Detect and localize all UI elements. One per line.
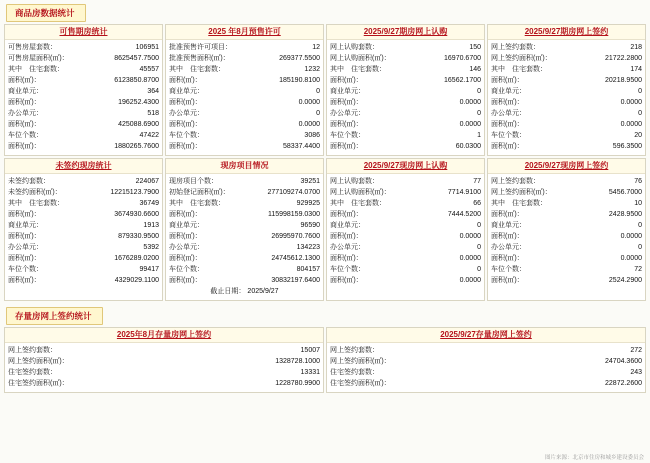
stat-card	[4, 24, 163, 156]
stat-label: 网上认购面积(㎡)：	[330, 189, 391, 196]
stat-row	[330, 119, 481, 130]
stat-value: 185190.8100	[279, 77, 320, 84]
stat-row	[330, 378, 642, 389]
stat-value: 30832197.6400	[271, 277, 320, 284]
stat-label: 未签约面积(㎡)：	[8, 189, 62, 196]
stat-value: 2428.9500	[608, 211, 642, 218]
stat-card	[487, 24, 646, 156]
stat-label: 面积(㎡)：	[169, 233, 202, 240]
stat-card	[165, 158, 324, 301]
stat-value: 5392	[143, 244, 159, 251]
stat-value: 150	[469, 44, 481, 51]
stat-row	[491, 198, 642, 209]
stat-row	[330, 275, 481, 286]
stat-value: 0	[477, 88, 481, 95]
stat-label: 面积(㎡)：	[330, 211, 363, 218]
stat-row	[330, 356, 642, 367]
stat-value: 24745612.1300	[271, 255, 320, 262]
stat-row	[8, 97, 159, 108]
stat-row	[8, 130, 159, 141]
stat-card	[326, 24, 485, 156]
stat-value: 45557	[139, 66, 159, 73]
stat-row	[491, 119, 642, 130]
stat-card-grid	[0, 327, 650, 393]
stat-row	[169, 242, 320, 253]
stat-value: 1228780.9900	[275, 380, 320, 387]
stat-label: 现房项目个数：	[169, 178, 218, 185]
stat-row	[491, 209, 642, 220]
stat-label: 商业单元：	[8, 222, 43, 229]
stat-value: 16562.1700	[444, 77, 481, 84]
stat-value: 0.0000	[620, 255, 642, 262]
stat-value: 6123850.8700	[114, 77, 159, 84]
stat-row	[169, 108, 320, 119]
stat-value: 929925	[296, 200, 320, 207]
stat-label: 其中 住宅套数：	[8, 66, 64, 73]
stat-row	[330, 42, 481, 53]
stat-label: 办公单元：	[491, 110, 526, 117]
stat-row	[491, 242, 642, 253]
stat-row	[8, 108, 159, 119]
stat-card-title: 未签约现房统计	[5, 159, 162, 174]
stat-value: 277109274.0700	[267, 189, 320, 196]
stat-label: 网上签约面积(㎡)：	[330, 358, 391, 365]
stat-value: 36749	[139, 200, 159, 207]
stat-value: 13331	[300, 369, 320, 376]
stat-row	[8, 378, 320, 389]
stat-value: 0.0000	[620, 99, 642, 106]
stat-row	[330, 75, 481, 86]
stat-row	[169, 176, 320, 187]
stat-row	[169, 119, 320, 130]
stat-label: 面积(㎡)：	[491, 121, 524, 128]
stat-value: 0	[316, 88, 320, 95]
stat-label: 车位个数：	[169, 266, 204, 273]
stat-card-title: 2025年8月存量房网上签约	[5, 328, 323, 343]
stat-card-grid	[0, 24, 650, 301]
stat-value: 1328728.1000	[275, 358, 320, 365]
stat-row	[8, 275, 159, 286]
stat-value: 0	[477, 244, 481, 251]
stat-label: 车位个数：	[491, 266, 526, 273]
stat-label: 批准预售面积(㎡)：	[169, 55, 230, 62]
stat-label: 面积(㎡)：	[169, 143, 202, 150]
stat-row	[8, 141, 159, 152]
stat-value: 20	[634, 132, 642, 139]
stat-label: 面积(㎡)：	[169, 77, 202, 84]
stat-label: 办公单元：	[330, 110, 365, 117]
stat-card-title: 2025/9/27存量房网上签约	[327, 328, 645, 343]
stat-value: 99417	[139, 266, 159, 273]
stat-label: 可售房屋套数：	[8, 44, 57, 51]
stat-row	[169, 275, 320, 286]
stat-label: 面积(㎡)：	[169, 121, 202, 128]
stat-value: 0.0000	[459, 121, 481, 128]
stat-card-title: 2025/9/27期房网上认购	[327, 25, 484, 40]
stat-label: 商业单元：	[169, 88, 204, 95]
stat-row	[169, 253, 320, 264]
stat-label: 办公单元：	[491, 244, 526, 251]
stat-row	[330, 242, 481, 253]
stat-value: 0	[477, 222, 481, 229]
stat-value: 1	[477, 132, 481, 139]
stat-label: 截止日期：	[210, 288, 246, 295]
stat-row	[8, 345, 320, 356]
stat-value: 21722.2800	[605, 55, 642, 62]
stat-row	[169, 286, 320, 297]
stat-row	[169, 75, 320, 86]
stat-row	[8, 53, 159, 64]
stat-label: 面积(㎡)：	[491, 99, 524, 106]
stat-row	[330, 220, 481, 231]
stat-row	[169, 97, 320, 108]
stat-value: 60.0300	[455, 143, 481, 150]
stat-value: 596.3500	[612, 143, 642, 150]
stat-label: 商业单元：	[169, 222, 204, 229]
stat-value: 12215123.7900	[110, 189, 159, 196]
stat-row	[169, 264, 320, 275]
stat-label: 面积(㎡)：	[330, 143, 363, 150]
stat-card-title: 现房项目情况	[166, 159, 323, 174]
stat-label: 面积(㎡)：	[8, 255, 41, 262]
stat-row	[330, 264, 481, 275]
stat-row	[169, 86, 320, 97]
stat-value: 10	[634, 200, 642, 207]
stat-value: 4329029.1100	[114, 277, 159, 284]
section-spacer	[0, 393, 650, 395]
stat-value: 58337.4400	[283, 143, 320, 150]
stat-label: 其中 住宅套数：	[169, 200, 225, 207]
stat-label: 网上认购套数：	[330, 44, 379, 51]
stat-label: 面积(㎡)：	[330, 99, 363, 106]
stat-label: 办公单元：	[330, 244, 365, 251]
stat-row	[8, 264, 159, 275]
stat-row	[8, 86, 159, 97]
stat-card-title: 可售期房统计	[5, 25, 162, 40]
stat-value: 12	[312, 44, 320, 51]
stat-value: 0	[477, 266, 481, 273]
stat-value: 224067	[135, 178, 159, 185]
stat-value: 0.0000	[298, 99, 320, 106]
stat-label: 面积(㎡)：	[8, 77, 41, 84]
stat-value: 243	[630, 369, 642, 376]
stat-row	[330, 176, 481, 187]
stat-value: 39251	[300, 178, 320, 185]
stat-label: 办公单元：	[169, 244, 204, 251]
stat-label: 面积(㎡)：	[330, 233, 363, 240]
stat-label: 办公单元：	[8, 110, 43, 117]
stat-value: 96590	[300, 222, 320, 229]
stat-row	[8, 198, 159, 209]
stat-row	[491, 42, 642, 53]
stat-row	[330, 345, 642, 356]
stat-row	[491, 86, 642, 97]
stat-value: 7714.9100	[447, 189, 481, 196]
stat-row	[491, 231, 642, 242]
stat-label: 网上认购套数：	[330, 178, 379, 185]
stat-value: 0.0000	[459, 99, 481, 106]
stat-row	[330, 231, 481, 242]
stat-value: 0	[638, 222, 642, 229]
stat-card	[4, 327, 324, 393]
stat-value: 0.0000	[620, 233, 642, 240]
stat-value: 26995970.7600	[271, 233, 320, 240]
stat-label: 面积(㎡)：	[169, 277, 202, 284]
stat-value: 1676289.0200	[114, 255, 159, 262]
stat-label: 未签约套数：	[8, 178, 50, 185]
stat-label: 车位个数：	[330, 132, 365, 139]
stat-card	[326, 158, 485, 301]
stat-label: 住宅签约套数：	[330, 369, 379, 376]
stat-label: 车位个数：	[8, 266, 43, 273]
stat-label: 面积(㎡)：	[169, 99, 202, 106]
stat-row	[8, 75, 159, 86]
section-spacer	[0, 301, 650, 303]
stat-value: 0.0000	[620, 121, 642, 128]
stat-row	[330, 64, 481, 75]
stat-label: 面积(㎡)：	[8, 211, 41, 218]
stat-label: 面积(㎡)：	[491, 77, 524, 84]
stat-row	[491, 264, 642, 275]
stat-label: 网上签约面积(㎡)：	[491, 55, 552, 62]
stat-label: 面积(㎡)：	[330, 121, 363, 128]
stat-label: 初始登记面积(㎡)：	[169, 189, 230, 196]
stat-row	[491, 64, 642, 75]
stat-label: 面积(㎡)：	[491, 211, 524, 218]
stat-label: 车位个数：	[169, 132, 204, 139]
stat-value: 134223	[296, 244, 320, 251]
stat-value: 0.0000	[298, 121, 320, 128]
stat-value: 0	[477, 110, 481, 117]
stat-row	[169, 198, 320, 209]
stat-label: 面积(㎡)：	[330, 77, 363, 84]
stat-row	[8, 242, 159, 253]
stat-row	[169, 130, 320, 141]
stat-value: 425088.6900	[118, 121, 159, 128]
stat-label: 其中 住宅套数：	[330, 66, 386, 73]
stat-label: 车位个数：	[491, 132, 526, 139]
stat-row	[330, 130, 481, 141]
stat-row	[8, 119, 159, 130]
stat-row	[330, 253, 481, 264]
stat-label: 车位个数：	[8, 132, 43, 139]
stat-value: 66	[473, 200, 481, 207]
stat-value: 879330.9500	[118, 233, 159, 240]
stat-value: 5456.7000	[608, 189, 642, 196]
stat-value: 146	[469, 66, 481, 73]
stat-value: 106951	[135, 44, 159, 51]
section-title: 存量房网上签约统计	[6, 307, 103, 325]
stat-label: 面积(㎡)：	[8, 233, 41, 240]
stat-label: 住宅签约面积(㎡)：	[8, 380, 69, 387]
stat-row	[169, 220, 320, 231]
stat-value: 0	[638, 88, 642, 95]
stat-label: 可售房屋面积(㎡)：	[8, 55, 69, 62]
stat-label: 面积(㎡)：	[8, 277, 41, 284]
stat-row	[330, 108, 481, 119]
stat-row	[491, 176, 642, 187]
stat-label: 商业单元：	[330, 88, 365, 95]
stat-label: 办公单元：	[8, 244, 43, 251]
stat-row	[330, 141, 481, 152]
stat-label: 商业单元：	[491, 88, 526, 95]
stat-card-title: 2025/9/27现房网上认购	[327, 159, 484, 174]
stat-row	[8, 231, 159, 242]
stat-value: 20218.9500	[605, 77, 642, 84]
stat-label: 批准预售许可项目：	[169, 44, 232, 51]
stat-label: 网上签约套数：	[491, 178, 540, 185]
stat-label: 办公单元：	[169, 110, 204, 117]
stat-value: 24704.3600	[605, 358, 642, 365]
stat-label: 面积(㎡)：	[8, 121, 41, 128]
stat-value: 0.0000	[459, 233, 481, 240]
stat-row	[330, 198, 481, 209]
stat-row	[330, 86, 481, 97]
stat-row	[169, 64, 320, 75]
stat-value: 0	[316, 110, 320, 117]
stat-value: 196252.4300	[118, 99, 159, 106]
stat-value: 174	[630, 66, 642, 73]
stat-row	[169, 42, 320, 53]
stat-label: 网上签约面积(㎡)：	[491, 189, 552, 196]
stat-label: 面积(㎡)：	[330, 277, 363, 284]
stat-row	[8, 253, 159, 264]
stat-value: 15007	[300, 347, 320, 354]
stat-label: 其中 住宅套数：	[491, 200, 547, 207]
stat-card	[487, 158, 646, 301]
source-footer: 图片来源：北京市住房和城乡建设委员会	[544, 455, 644, 461]
stat-value: 22872.2600	[605, 380, 642, 387]
stat-label: 网上认购面积(㎡)：	[330, 55, 391, 62]
stat-row	[491, 141, 642, 152]
stat-label: 商业单元：	[330, 222, 365, 229]
stat-value: 0.0000	[459, 277, 481, 284]
stat-label: 其中 住宅套数：	[330, 200, 386, 207]
stat-value: 47422	[139, 132, 159, 139]
stat-label: 面积(㎡)：	[8, 99, 41, 106]
stat-row	[330, 97, 481, 108]
stat-row	[330, 187, 481, 198]
stat-row	[8, 64, 159, 75]
stat-card	[326, 327, 646, 393]
stat-value: 518	[147, 110, 159, 117]
stat-row	[169, 231, 320, 242]
stat-label: 面积(㎡)：	[8, 143, 41, 150]
stat-value: 16970.6700	[444, 55, 481, 62]
stat-label: 车位个数：	[330, 266, 365, 273]
stat-label: 面积(㎡)：	[491, 255, 524, 262]
stat-label: 其中 住宅套数：	[8, 200, 64, 207]
stat-row	[8, 187, 159, 198]
stat-row	[8, 356, 320, 367]
stat-label: 网上签约面积(㎡)：	[8, 358, 69, 365]
stat-value: 364	[147, 88, 159, 95]
stat-label: 商业单元：	[491, 222, 526, 229]
stat-value: 72	[634, 266, 642, 273]
stat-row	[8, 367, 320, 378]
stat-label: 面积(㎡)：	[330, 255, 363, 262]
stat-row	[491, 220, 642, 231]
stat-value: 2025/9/27	[247, 288, 279, 295]
stat-row	[491, 97, 642, 108]
stat-label: 网上签约套数：	[330, 347, 379, 354]
stat-row	[8, 209, 159, 220]
stat-label: 住宅签约套数：	[8, 369, 57, 376]
stat-value: 0	[638, 110, 642, 117]
stat-row	[491, 275, 642, 286]
stat-row	[491, 75, 642, 86]
stat-row	[330, 209, 481, 220]
stat-value: 76	[634, 178, 642, 185]
stat-value: 115998159.0300	[267, 211, 320, 218]
stat-row	[491, 53, 642, 64]
stat-value: 77	[473, 178, 481, 185]
stat-card-title: 2025 年8月预售许可	[166, 25, 323, 40]
stat-value: 2524.2900	[608, 277, 642, 284]
stat-row	[491, 253, 642, 264]
stat-value: 218	[630, 44, 642, 51]
stat-value: 1880265.7600	[114, 143, 159, 150]
stat-row	[491, 130, 642, 141]
stat-row	[169, 187, 320, 198]
stat-label: 面积(㎡)：	[491, 277, 524, 284]
stat-card-title: 2025/9/27现房网上签约	[488, 159, 645, 174]
stat-value: 7444.5200	[447, 211, 481, 218]
stat-label: 面积(㎡)：	[491, 233, 524, 240]
stat-label: 住宅签约面积(㎡)：	[330, 380, 391, 387]
stat-row	[169, 53, 320, 64]
stat-row	[491, 187, 642, 198]
stat-value: 272	[630, 347, 642, 354]
stat-row	[169, 209, 320, 220]
stat-label: 面积(㎡)：	[169, 255, 202, 262]
stat-label: 面积(㎡)：	[169, 211, 202, 218]
stat-row	[491, 108, 642, 119]
stat-value: 269377.5500	[279, 55, 320, 62]
stat-label: 其中 住宅套数：	[491, 66, 547, 73]
stat-row	[330, 367, 642, 378]
stat-value: 804157	[296, 266, 320, 273]
stat-value: 0	[638, 244, 642, 251]
stat-value: 3674930.6600	[114, 211, 159, 218]
stat-value: 3086	[304, 132, 320, 139]
stat-card-title: 2025/9/27期房网上签约	[488, 25, 645, 40]
stat-value: 1232	[304, 66, 320, 73]
stat-row	[8, 220, 159, 231]
section-title: 商品房数据统计	[6, 4, 86, 22]
stat-label: 网上签约套数：	[491, 44, 540, 51]
stat-card	[165, 24, 324, 156]
stat-value: 0.0000	[459, 255, 481, 262]
stat-row	[330, 53, 481, 64]
stat-row	[169, 141, 320, 152]
stat-label: 其中 住宅套数：	[169, 66, 225, 73]
stat-value: 8625457.7500	[114, 55, 159, 62]
stat-value: 1913	[143, 222, 159, 229]
stat-row	[8, 42, 159, 53]
stat-card	[4, 158, 163, 301]
stat-label: 网上签约套数：	[8, 347, 57, 354]
stat-row	[8, 176, 159, 187]
stat-label: 商业单元：	[8, 88, 43, 95]
stat-label: 面积(㎡)：	[491, 143, 524, 150]
